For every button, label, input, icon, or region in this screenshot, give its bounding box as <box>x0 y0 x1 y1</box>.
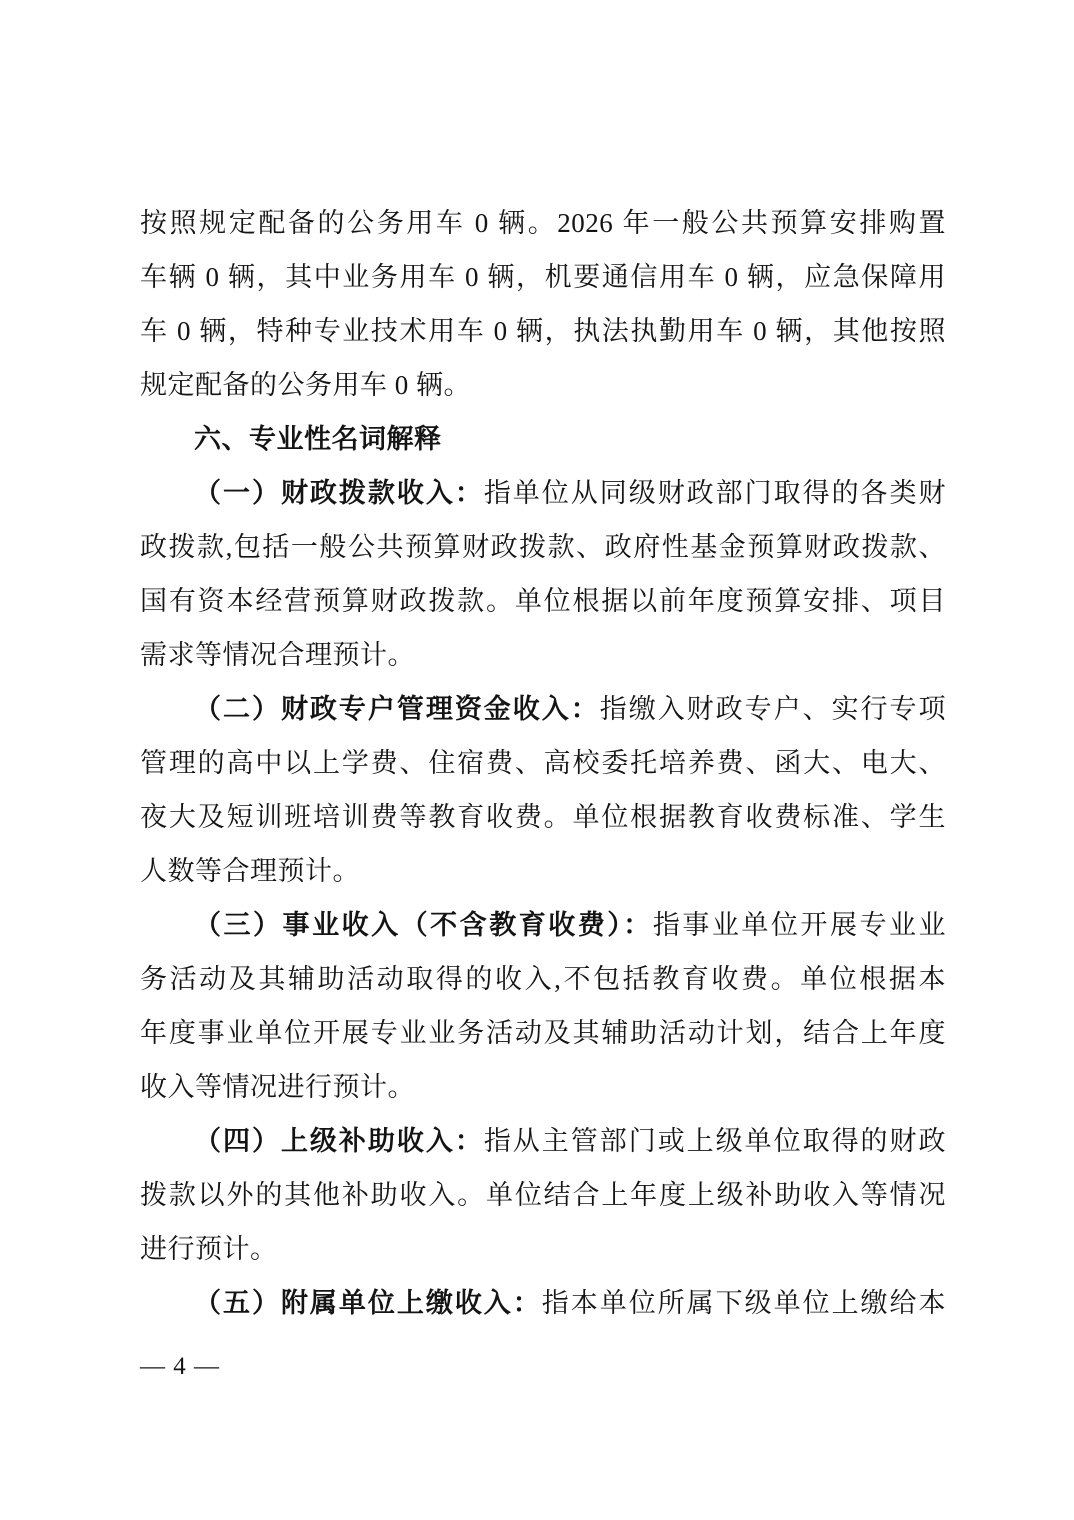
text-run: 拨款以外的其他补助收入。单位结合上年度上级补助收入等情况 <box>140 1180 946 1210</box>
text-run: 国有资本经营预算财政拨款。单位根据以前年度预算安排、项目 <box>140 586 946 616</box>
term-2-line-1 <box>140 682 946 736</box>
text-run: 指缴入财政专户、实行专项 <box>599 694 947 724</box>
text-run: 规定配备的公务用车 0 辆。 <box>140 370 471 400</box>
text-run: 指本单位所属下级单位上缴给本 <box>541 1288 947 1318</box>
text-run: 指单位从同级财政部门取得的各类财 <box>483 478 947 508</box>
term-label: （二）财政专户管理资金收入： <box>194 694 600 724</box>
term-4-line-2 <box>140 1168 946 1222</box>
text-run: 按照规定配备的公务用车 0 辆。2026 年一般公共预算安排购置 <box>140 208 946 238</box>
term-2-line-2 <box>140 736 946 790</box>
para-vehicles-line-4 <box>140 358 946 412</box>
para-vehicles-line-3 <box>140 304 946 358</box>
para-vehicles-line-2 <box>140 250 946 304</box>
section-heading <box>140 412 946 466</box>
term-1-line-3 <box>140 574 946 628</box>
text-run: 需求等情况合理预计。 <box>140 640 415 670</box>
text-run: 指事业单位开展专业业 <box>652 910 947 940</box>
document-text <box>140 196 946 1330</box>
term-1-line-4 <box>140 628 946 682</box>
text-run: 人数等合理预计。 <box>140 856 360 886</box>
text-run: 收入等情况进行预计。 <box>140 1072 415 1102</box>
term-label: （五）附属单位上缴收入： <box>194 1288 542 1318</box>
para-vehicles-line-1 <box>140 196 946 250</box>
text-run: 夜大及短训班培训费等教育收费。单位根据教育收费标准、学生 <box>140 802 946 832</box>
text-run: 政拨款,包括一般公共预算财政拨款、政府性基金预算财政拨款、 <box>140 532 946 562</box>
text-run: 管理的高中以上学费、住宿费、高校委托培养费、函大、电大、 <box>140 748 946 778</box>
term-5-line-1 <box>140 1276 946 1330</box>
text-run: 务活动及其辅助活动取得的收入,不包括教育收费。单位根据本 <box>140 964 946 994</box>
text-run: 年度事业单位开展专业业务活动及其辅助活动计划，结合上年度 <box>140 1018 946 1048</box>
term-3-line-1 <box>140 898 946 952</box>
text-run: 指从主管部门或上级单位取得的财政 <box>483 1126 947 1156</box>
term-4-line-3 <box>140 1222 946 1276</box>
text-run: 进行预计。 <box>140 1234 278 1264</box>
term-1-line-1 <box>140 466 946 520</box>
term-1-line-2 <box>140 520 946 574</box>
term-2-line-4 <box>140 844 946 898</box>
text-run: 车辆 0 辆，其中业务用车 0 辆，机要通信用车 0 辆，应急保障用 <box>140 262 946 292</box>
text-run: 车 0 辆，特种专业技术用车 0 辆，执法执勤用车 0 辆，其他按照 <box>140 316 946 346</box>
term-3-line-2 <box>140 952 946 1006</box>
term-label: 六、专业性名词解释 <box>194 424 442 454</box>
term-3-line-4 <box>140 1060 946 1114</box>
term-label: （三）事业收入（不含教育收费）： <box>194 910 653 940</box>
term-4-line-1 <box>140 1114 946 1168</box>
term-label: （四）上级补助收入： <box>194 1126 484 1156</box>
page-number: — 4 — <box>140 1353 220 1380</box>
term-3-line-3 <box>140 1006 946 1060</box>
term-label: （一）财政拨款收入： <box>194 478 484 508</box>
term-2-line-3 <box>140 790 946 844</box>
